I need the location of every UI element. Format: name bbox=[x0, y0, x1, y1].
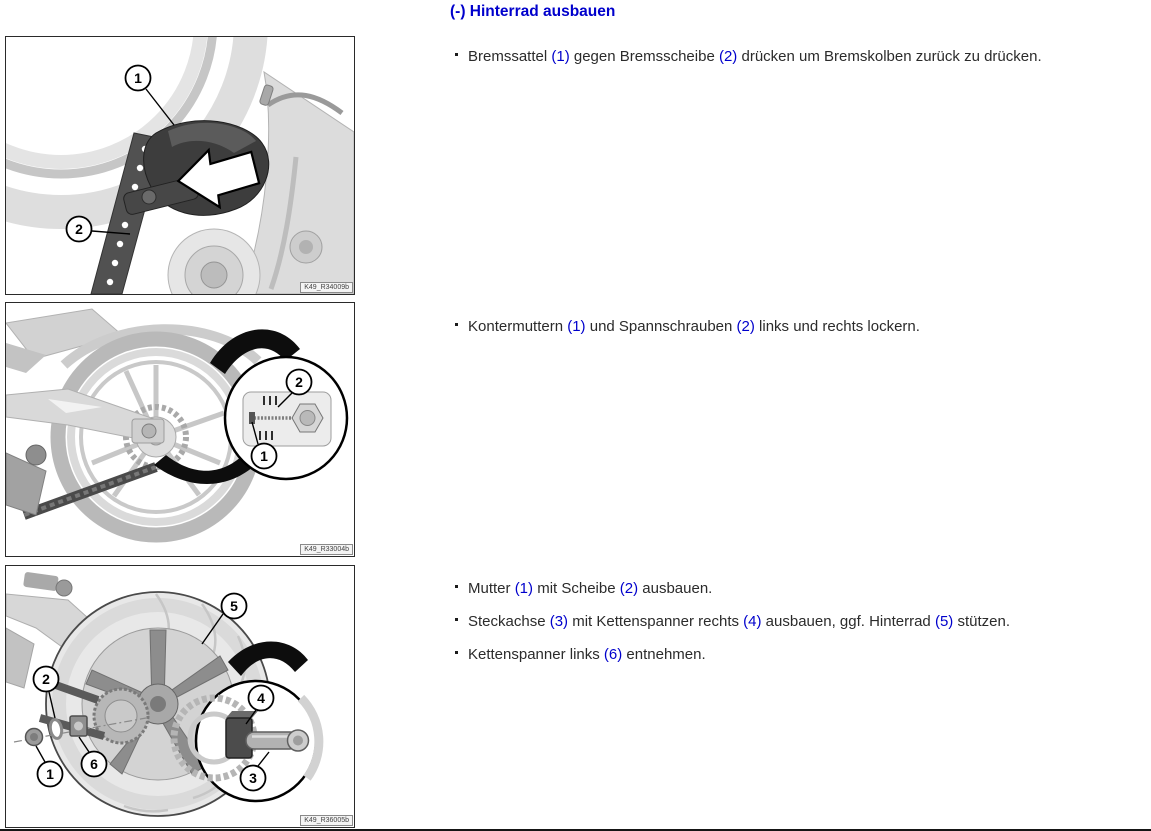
bullet-marker bbox=[455, 53, 458, 56]
callout-2-number: 2 bbox=[295, 374, 303, 390]
instruction-text bbox=[468, 645, 706, 664]
ref-number: (2) bbox=[736, 318, 755, 335]
text-segment: drücken um Bremskolben zurück zu drücken. bbox=[737, 48, 1042, 65]
text-segment: entnehmen. bbox=[622, 646, 706, 663]
bullet-marker bbox=[455, 585, 458, 588]
callout-1-number: 1 bbox=[134, 70, 142, 86]
callout-1-number: 1 bbox=[260, 448, 268, 464]
axle-removal-illustration bbox=[6, 566, 354, 827]
callout-3-number: 3 bbox=[249, 770, 257, 786]
callout-4-number: 4 bbox=[257, 690, 265, 706]
ref-number: (1) bbox=[567, 318, 586, 335]
text-segment: mit Kettenspanner rechts bbox=[568, 613, 744, 630]
text-segment: mit Scheibe bbox=[533, 580, 620, 597]
instruction-bullet bbox=[452, 579, 1142, 598]
instruction-step-3 bbox=[452, 579, 1142, 678]
instruction-bullet bbox=[452, 47, 1142, 66]
instruction-step-2 bbox=[452, 317, 1142, 350]
figure-chain-tensioner bbox=[5, 302, 355, 557]
instruction-text bbox=[468, 317, 920, 336]
instruction-text bbox=[468, 579, 712, 598]
text-segment: ausbauen. bbox=[638, 580, 713, 597]
ref-number: (2) bbox=[718, 48, 738, 65]
instruction-step-1 bbox=[452, 47, 1142, 80]
ref-number: (3) bbox=[549, 613, 569, 630]
instruction-bullet bbox=[452, 317, 1142, 336]
callout-2-number: 2 bbox=[42, 671, 50, 687]
ref-number: (1) bbox=[514, 580, 534, 597]
callout-5-number: 5 bbox=[230, 598, 238, 614]
instruction-text bbox=[468, 47, 1042, 66]
callout-6-number: 6 bbox=[90, 756, 98, 772]
callout-2-number: 2 bbox=[75, 221, 83, 237]
bullet-marker bbox=[455, 323, 458, 326]
instruction-text bbox=[468, 612, 1010, 631]
ref-number: (6) bbox=[603, 646, 623, 663]
text-segment: und Spannschrauben bbox=[585, 318, 737, 335]
bullet-marker bbox=[455, 651, 458, 654]
text-segment: gegen Bremsscheibe bbox=[569, 48, 719, 65]
text-segment: Steckachse bbox=[468, 613, 550, 630]
bullet-marker bbox=[455, 618, 458, 621]
text-segment: Kettenspanner links bbox=[468, 646, 604, 663]
text-segment: stützen. bbox=[953, 613, 1010, 630]
instruction-bullet bbox=[452, 645, 1142, 664]
zoom-inset bbox=[225, 357, 347, 479]
ref-number: (4) bbox=[743, 613, 762, 630]
ref-number: (1) bbox=[551, 48, 570, 65]
text-segment: links und rechts lockern. bbox=[754, 318, 920, 335]
wheel-hub bbox=[168, 229, 260, 294]
figure-axle-removal bbox=[5, 565, 355, 828]
instruction-bullet bbox=[452, 612, 1142, 631]
chain-tensioner-illustration bbox=[6, 303, 354, 556]
ref-number: (2) bbox=[619, 580, 639, 597]
text-segment: Bremssattel bbox=[468, 48, 552, 65]
ref-number: (5) bbox=[934, 613, 954, 630]
figure-brake-caliper bbox=[5, 36, 355, 295]
callout-1 bbox=[126, 66, 175, 126]
text-segment: Mutter bbox=[468, 580, 515, 597]
figure-caption: K49_R33004b bbox=[300, 544, 353, 555]
callout-1-number: 1 bbox=[46, 766, 54, 782]
brake-caliper-illustration bbox=[6, 37, 354, 294]
text-segment: Kontermuttern bbox=[468, 318, 568, 335]
page-title: (-) Hinterrad ausbauen bbox=[450, 3, 616, 20]
figure-caption: K49_R34009b bbox=[300, 282, 353, 293]
figure-caption: K49_R36005b bbox=[300, 815, 353, 826]
text-segment: ausbauen, ggf. Hinterrad bbox=[761, 613, 935, 630]
